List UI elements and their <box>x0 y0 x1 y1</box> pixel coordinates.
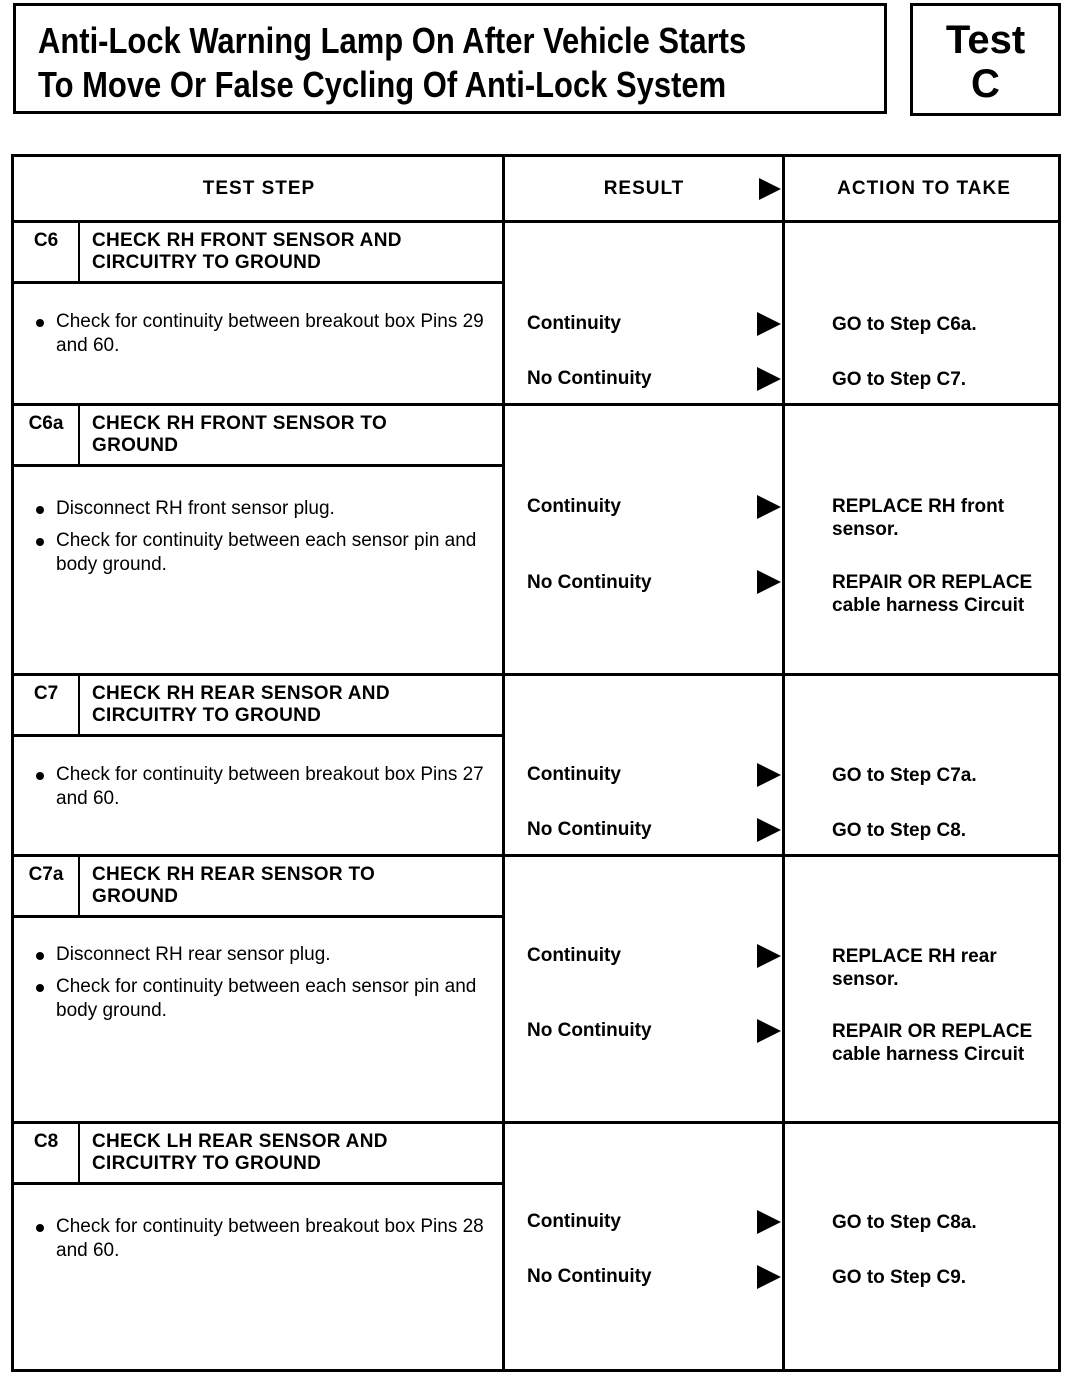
step-id: C7a <box>28 864 64 885</box>
step-id-divider <box>78 1124 80 1183</box>
page-title-line-2: To Move Or False Cycling Of Anti-Lock System <box>38 64 727 105</box>
step-title-divider <box>14 915 503 918</box>
column-divider-2 <box>782 157 785 1369</box>
step-id: C6 <box>33 230 59 251</box>
result-label: Continuity <box>527 945 621 966</box>
result-label: No Continuity <box>527 1020 652 1041</box>
result-arrow-icon <box>757 570 781 594</box>
step-instructions <box>34 497 504 585</box>
instruction-text: Check for continuity between breakout box Pins 28 and 60. <box>56 1216 484 1261</box>
step-title-divider <box>14 281 503 284</box>
action-text: GO to Step C9. <box>832 1267 967 1288</box>
action-text: GO to Step C7a. <box>832 765 977 786</box>
step-title-line: CIRCUITRY TO GROUND <box>92 705 322 726</box>
step-title-line: CHECK RH REAR SENSOR AND <box>92 683 390 704</box>
result-arrow-icon <box>757 367 781 391</box>
action-text: GO to Step C6a. <box>832 314 977 335</box>
instruction-item <box>34 975 504 1023</box>
step-id-divider <box>78 406 80 465</box>
result-label: No Continuity <box>527 1266 652 1287</box>
action-text: REPLACE RH rear sensor. <box>832 946 997 990</box>
column-header-result: RESULT <box>603 178 685 199</box>
result-label: No Continuity <box>527 572 652 593</box>
step-instructions <box>34 943 504 1031</box>
step-title-line: CHECK RH REAR SENSOR TO <box>92 864 376 885</box>
result-arrow-icon <box>757 944 781 968</box>
action-text: GO to Step C8a. <box>832 1212 977 1233</box>
step-instructions <box>34 1215 504 1271</box>
action-text: REPAIR OR REPLACE cable harness Circuit <box>832 1021 1033 1065</box>
action-text: GO to Step C7. <box>832 369 967 390</box>
step-title-divider <box>14 1182 503 1185</box>
step-title-line: CIRCUITRY TO GROUND <box>92 252 322 273</box>
column-header-test-step: TEST STEP <box>202 178 316 199</box>
result-arrow-icon <box>757 1210 781 1234</box>
step-instructions <box>34 763 504 819</box>
step-title-line: CHECK RH FRONT SENSOR AND <box>92 230 402 251</box>
instruction-item <box>34 763 504 811</box>
instruction-text: Disconnect RH front sensor plug. <box>56 498 335 519</box>
step-instructions <box>34 310 504 366</box>
result-arrow-icon <box>757 818 781 842</box>
result-label: No Continuity <box>527 368 652 389</box>
action-text: GO to Step C8. <box>832 820 967 841</box>
result-label: No Continuity <box>527 819 652 840</box>
result-arrow-icon <box>757 763 781 787</box>
result-arrow-icon <box>757 1265 781 1289</box>
column-header-action: ACTION TO TAKE <box>837 178 1011 199</box>
bullet-icon <box>36 319 44 327</box>
step-id: C6a <box>28 413 64 434</box>
test-letter: C <box>971 62 1000 106</box>
step-id-divider <box>78 676 80 735</box>
header-arrow-icon <box>759 178 781 200</box>
diagnostic-table <box>11 154 1061 1372</box>
instruction-text: Check for continuity between breakout box Pins 29 and 60. <box>56 311 484 356</box>
instruction-item <box>34 529 504 577</box>
row-divider <box>14 1121 1058 1124</box>
step-title-line: GROUND <box>92 886 179 907</box>
bullet-icon <box>36 538 44 546</box>
step-title-line: GROUND <box>92 435 179 456</box>
result-arrow-icon <box>757 495 781 519</box>
instruction-item <box>34 1215 504 1263</box>
page-title-line-1: Anti-Lock Warning Lamp On After Vehicle Starts <box>38 20 747 61</box>
instruction-text: Check for continuity between breakout box Pins 27 and 60. <box>56 764 484 809</box>
result-arrow-icon <box>757 312 781 336</box>
instruction-text: Disconnect RH rear sensor plug. <box>56 944 331 965</box>
title-box <box>13 3 887 114</box>
result-label: Continuity <box>527 496 621 517</box>
action-text: REPAIR OR REPLACE cable harness Circuit <box>832 572 1033 616</box>
step-title-line: CIRCUITRY TO GROUND <box>92 1153 322 1174</box>
result-label: Continuity <box>527 1211 621 1232</box>
instruction-item <box>34 497 504 521</box>
row-divider <box>14 854 1058 857</box>
step-id: C7 <box>33 683 59 704</box>
step-title <box>92 413 502 457</box>
bullet-icon <box>36 772 44 780</box>
step-title-line: CHECK RH FRONT SENSOR TO <box>92 413 388 434</box>
result-label: Continuity <box>527 313 621 334</box>
action-text: REPLACE RH front sensor. <box>832 496 1005 540</box>
step-id: C8 <box>33 1131 59 1152</box>
step-title <box>92 1131 502 1175</box>
step-title <box>92 230 502 274</box>
instruction-item <box>34 310 504 358</box>
header-divider <box>14 220 1058 223</box>
result-label: Continuity <box>527 764 621 785</box>
step-id-divider <box>78 223 80 282</box>
step-title <box>92 683 502 727</box>
step-id-divider <box>78 857 80 916</box>
row-divider <box>14 403 1058 406</box>
instruction-text: Check for continuity between each sensor pin and body ground. <box>56 530 477 575</box>
step-title-divider <box>14 734 503 737</box>
bullet-icon <box>36 1224 44 1232</box>
bullet-icon <box>36 506 44 514</box>
bullet-icon <box>36 984 44 992</box>
test-label: Test <box>945 18 1026 62</box>
test-id-box <box>910 3 1061 116</box>
result-arrow-icon <box>757 1019 781 1043</box>
step-title <box>92 864 502 908</box>
instruction-item <box>34 943 504 967</box>
instruction-text: Check for continuity between each sensor pin and body ground. <box>56 976 477 1021</box>
row-divider <box>14 673 1058 676</box>
step-title-line: CHECK LH REAR SENSOR AND <box>92 1131 388 1152</box>
bullet-icon <box>36 952 44 960</box>
step-title-divider <box>14 464 503 467</box>
